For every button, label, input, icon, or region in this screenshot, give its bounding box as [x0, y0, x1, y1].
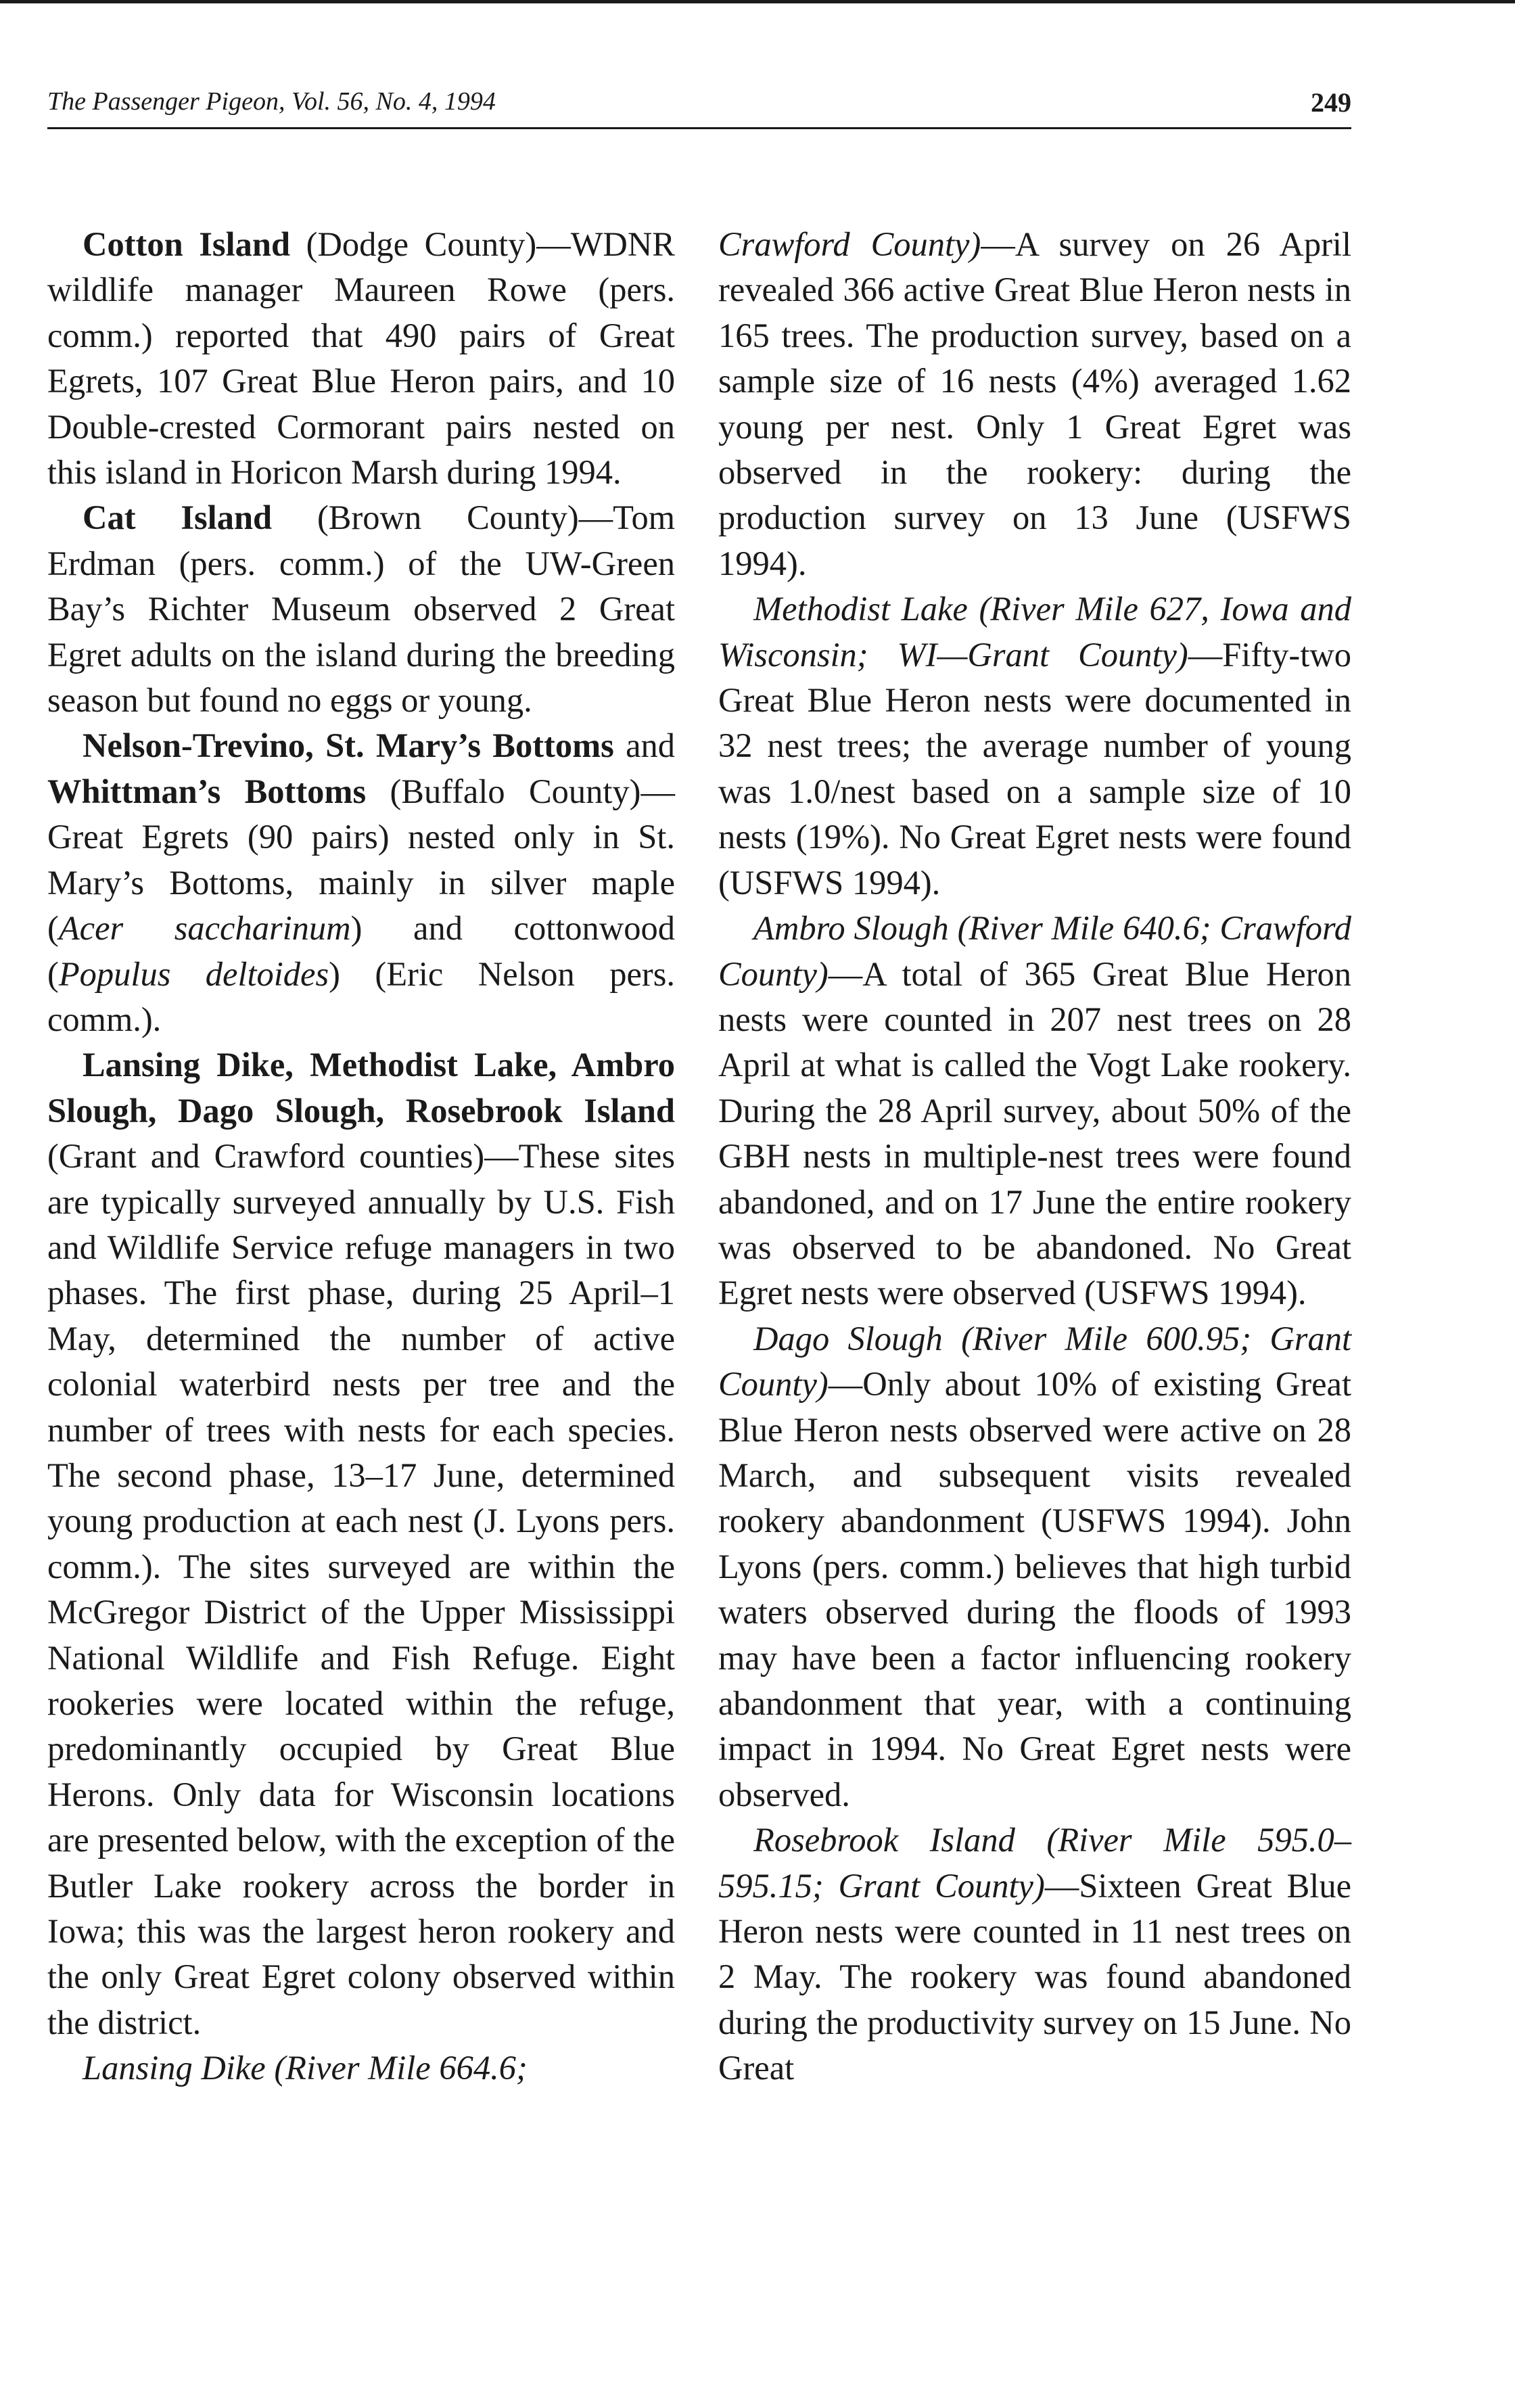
species-name-silver-maple: Acer saccharinum [58, 909, 351, 948]
paragraph-text: ) (Eric Nelson pers. comm.). [47, 954, 675, 1038]
paragraph-text: —Only about 10% of existing Great Blue Heron nests observed were active on 28 March, and subsequent visits revealed rookery abandonment (USFWS 1994). John Lyons (pers. comm.) believes that high turbid waters observed during the floods of 1993 may have been a factor influencing rookery abandonment that year, with a continuing impact in 1994. No Great Egret nests were observed. [718, 1365, 1351, 1813]
site-heading-methodist-lake: Methodist Lake (River Mile 627, Iowa and Wisconsin; WI—Grant County) [718, 590, 1351, 674]
paragraph-lansing-dike-continued [718, 222, 1351, 586]
paragraph-text: (Dodge County)—WDNR wildlife manager Maureen Rowe (pers. comm.) reported that 490 pairs of Great Egrets, 107 Great Blue Heron pairs, and 10 Double-crested Cormorant pairs nested on this island in Horicon Marsh during 1994. [47, 225, 675, 492]
paragraph-text: (Buffalo County)—Great Egrets (90 pairs) nested only in St. Mary’s Bottoms, mainly in silver maple ( [47, 772, 675, 948]
site-heading-lansing-dike-continued: Crawford County) [718, 225, 981, 263]
site-heading-dago-slough: Dago Slough (River Mile 600.95; Grant County) [718, 1319, 1351, 1404]
conjunction: and [613, 726, 675, 765]
paragraph-text: —Sixteen Great Blue Heron nests were counted in 11 nest trees on 2 May. The rookery was found abandoned during the productivity survey on 15 June. No Great [718, 1866, 1352, 2087]
running-header [47, 87, 1351, 127]
paragraph-text: (Brown County)—Tom Erdman (pers. comm.) of the UW-Green Bay’s Richter Museum observed 2 Great Egret adults on the island during the breeding season but found no eggs or young. [47, 499, 675, 720]
species-name-cottonwood: Populus deltoides [58, 954, 329, 993]
paragraph-cotton-island [47, 222, 675, 495]
journal-title: The Passenger Pigeon, Vol. 56, No. 4, 1994 [47, 87, 496, 116]
site-name-whittmans-bottoms: Whittman’s Bottoms [47, 772, 367, 810]
site-heading-lansing-dike: Lansing Dike (River Mile 664.6; [83, 2049, 528, 2087]
top-rule [0, 0, 1515, 3]
paragraph-text: (Grant and Crawford counties)—These sites are typically surveyed annually by U.S. Fish and Wildlife Service refuge managers in two phases. The first phase, during 25 April–1 May, determined the number of active colonial waterbird nests per tree and the number of trees with nests for each species. The second phase, 13–17 June, determined young production at each nest (J. Lyons pers. comm.). The sites surveyed are within the McGregor District of the Upper Mississippi National Wildlife and Fish Refuge. Eight rookeries were located within the refuge, predominantly occupied by Great Blue Herons. Only data for Wisconsin locations are presented below, with the exception of the Butler Lake rookery across the border in Iowa; this was the largest heron rookery and the only Great Egret colony observed within the district. [47, 1137, 675, 2041]
paragraph-dago-slough [718, 1316, 1351, 1817]
paragraph-text: ) and cottonwood ( [47, 909, 675, 993]
right-column [718, 222, 1351, 2091]
paragraph-methodist-lake [718, 586, 1351, 906]
paragraph-text: —A survey on 26 April revealed 366 active Great Blue Heron nests in 165 trees. The production survey, based on a sample size of 16 nests (4%) averaged 1.62 young per nest. Only 1 Great Egret was observed in the rookery: during the production survey on 13 June (USFWS 1994). [718, 225, 1351, 582]
paragraph-lansing-dike [47, 2045, 675, 2091]
site-names-refuge: Lansing Dike, Methodist Lake, Ambro Slough, Dago Slough, Rosebrook Island [47, 1046, 675, 1130]
paragraph-cat-island [47, 495, 675, 723]
site-name-cotton-island: Cotton Island [83, 225, 291, 263]
paragraph-text: —Fifty-two Great Blue Heron nests were documented in 32 nest trees; the average number of young was 1.0/nest based on a sample size of 10 nests (19%). No Great Egret nests were found (USFWS 1994). [718, 635, 1351, 902]
left-column [47, 222, 675, 2091]
paragraph-ambro-slough [718, 906, 1351, 1316]
paragraph-text: —A total of 365 Great Blue Heron nests were counted in 207 nest trees on 28 April at what is called the Vogt Lake rookery. During the 28 April survey, about 50% of the GBH nests in multiple-nest trees were found abandoned, and on 17 June the entire rookery was observed to be abandoned. No Great Egret nests were observed (USFWS 1994). [718, 954, 1351, 1312]
paragraph-refuge-sites [47, 1042, 675, 2045]
paragraph-nelson-trevino [47, 723, 675, 1042]
site-heading-rosebrook-island: Rosebrook Island (River Mile 595.0–595.15; Grant County) [718, 1821, 1351, 1905]
header-rule [47, 127, 1351, 129]
site-name-nelson-trevino: Nelson-Trevino, St. Mary’s Bottoms [83, 726, 614, 765]
page-number: 249 [1311, 87, 1351, 118]
site-heading-ambro-slough: Ambro Slough (River Mile 640.6; Crawford County) [718, 909, 1351, 993]
site-name-cat-island: Cat Island [83, 499, 273, 537]
paragraph-rosebrook-island [718, 1817, 1351, 2091]
